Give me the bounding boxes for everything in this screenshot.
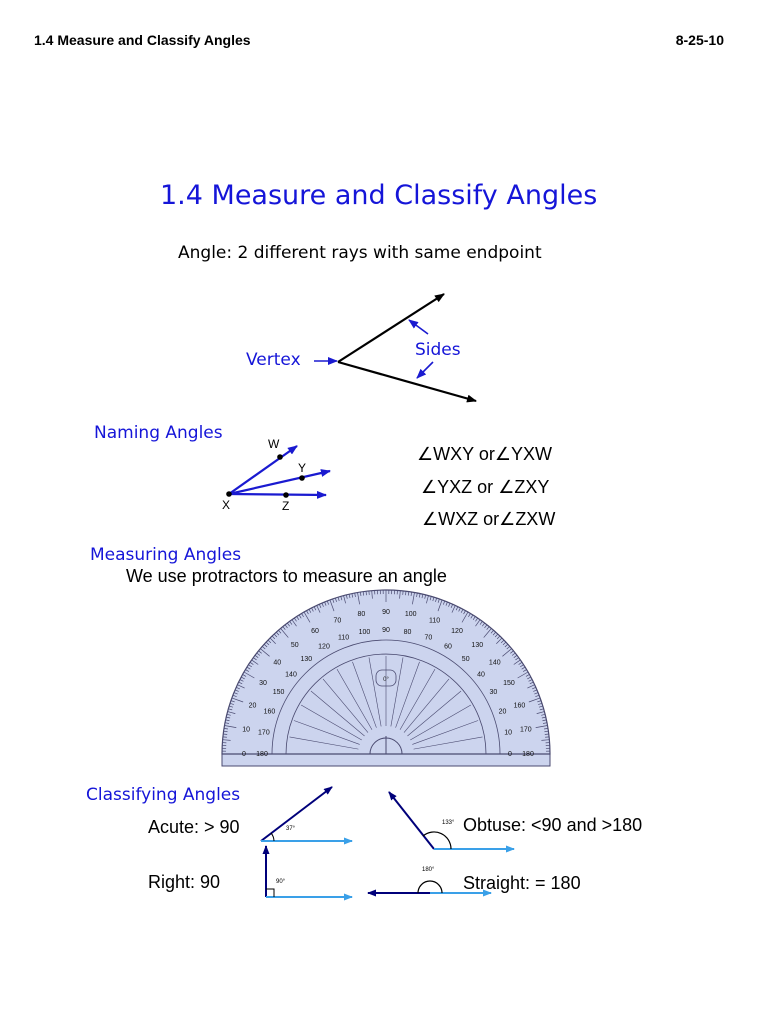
protractor-inner-label: 50 [461,656,470,664]
protractor-inner-label: 40 [477,671,485,679]
protractor-outer-label: 20 [248,702,257,710]
point-label-y: Y [298,461,307,475]
angle-definition: Angle: 2 different rays with same endpoint [178,243,542,263]
page-title: 1.4 Measure and Classify Angles [160,180,598,211]
protractor-outer-label: 160 [513,702,526,710]
protractor-outer-label: 130 [471,642,484,650]
protractor-outer-label: 120 [451,628,463,636]
or-text: or [477,477,494,497]
measuring-text: We use protractors to measure an angle [126,566,447,586]
protractor-outer-label: 90 [382,609,390,616]
obtuse-label: Obtuse: <90 and >180 [463,815,643,835]
protractor-inner-label: 110 [338,634,350,642]
protractor-inner-label: 90 [382,627,390,634]
protractor-inner-label: 20 [498,708,507,716]
protractor-inner-label: 130 [300,656,313,664]
header-date: 8-25-10 [675,32,724,48]
protractor-outer-label: 10 [242,726,251,734]
protractor-inner-label: 170 [258,729,270,737]
protractor-outer-label: 80 [357,611,366,619]
straight-label: Straight: = 180 [463,873,581,893]
or-text: or [483,509,500,529]
angle-symbol: ∠ [421,477,438,497]
obtuse-measure: 133° [442,820,455,826]
classifying-heading: Classifying Angles [86,785,241,805]
protractor-outer-label: 0 [242,751,246,758]
protractor-outer-label: 100 [404,611,417,619]
point-label-z: Z [282,499,290,513]
angle-symbol: ∠ [499,509,516,529]
protractor-outer-label: 140 [488,659,501,667]
right-measure: 90° [276,879,286,885]
sides-label: Sides [415,340,461,360]
protractor-inner-label: 160 [263,708,276,716]
measuring-heading: Measuring Angles [90,545,242,565]
protractor-inner-label: 30 [489,689,498,696]
point-label-x: X [222,498,231,512]
angle-name: YXZ [437,477,473,497]
angle-symbol: ∠ [417,444,434,464]
angle-symbol: ∠ [422,509,439,529]
protractor-base [222,754,550,766]
naming-heading: Naming Angles [94,423,223,443]
protractor-inner-label: 140 [285,671,297,679]
angle-name: YXW [511,444,553,464]
protractor-inner-label: 150 [272,689,285,696]
point-label-w: W [268,437,280,451]
acute-measure: 37° [286,826,296,832]
protractor-center-label: 0° [383,677,389,683]
protractor-inner-label: 180 [256,751,268,758]
protractor-inner-label: 60 [444,643,452,651]
protractor-outer-label: 60 [311,628,319,636]
protractor-inner-label: 100 [358,628,371,636]
protractor-inner-label: 70 [424,634,433,642]
angle-symbol: ∠ [494,444,511,464]
protractor-outer-label: 50 [290,642,299,650]
right-label: Right: 90 [148,872,221,892]
protractor-outer-label: 30 [259,680,267,687]
protractor-outer-label: 110 [428,617,441,625]
protractor-outer-label: 70 [333,617,342,625]
protractor-outer-label: 180 [522,751,534,758]
straight-measure: 180° [422,867,435,873]
angle-name: WXZ [438,509,479,529]
angle-name: WXY [433,444,474,464]
header-title: 1.4 Measure and Classify Angles [34,32,251,48]
protractor-outer-label: 170 [519,726,532,734]
angle-name: ZXY [514,477,550,497]
protractor-inner-label: 120 [318,643,330,651]
acute-label: Acute: > 90 [148,817,240,837]
or-text: or [478,444,495,464]
angle-name: ZXW [515,509,556,529]
protractor-inner-label: 0 [508,751,512,758]
vertex-label: Vertex [246,350,301,370]
protractor-outer-label: 40 [273,659,282,667]
protractor-inner-label: 10 [504,729,513,737]
angle-symbol: ∠ [498,477,515,497]
protractor-inner-label: 80 [403,628,412,636]
protractor-outer-label: 150 [503,680,515,687]
